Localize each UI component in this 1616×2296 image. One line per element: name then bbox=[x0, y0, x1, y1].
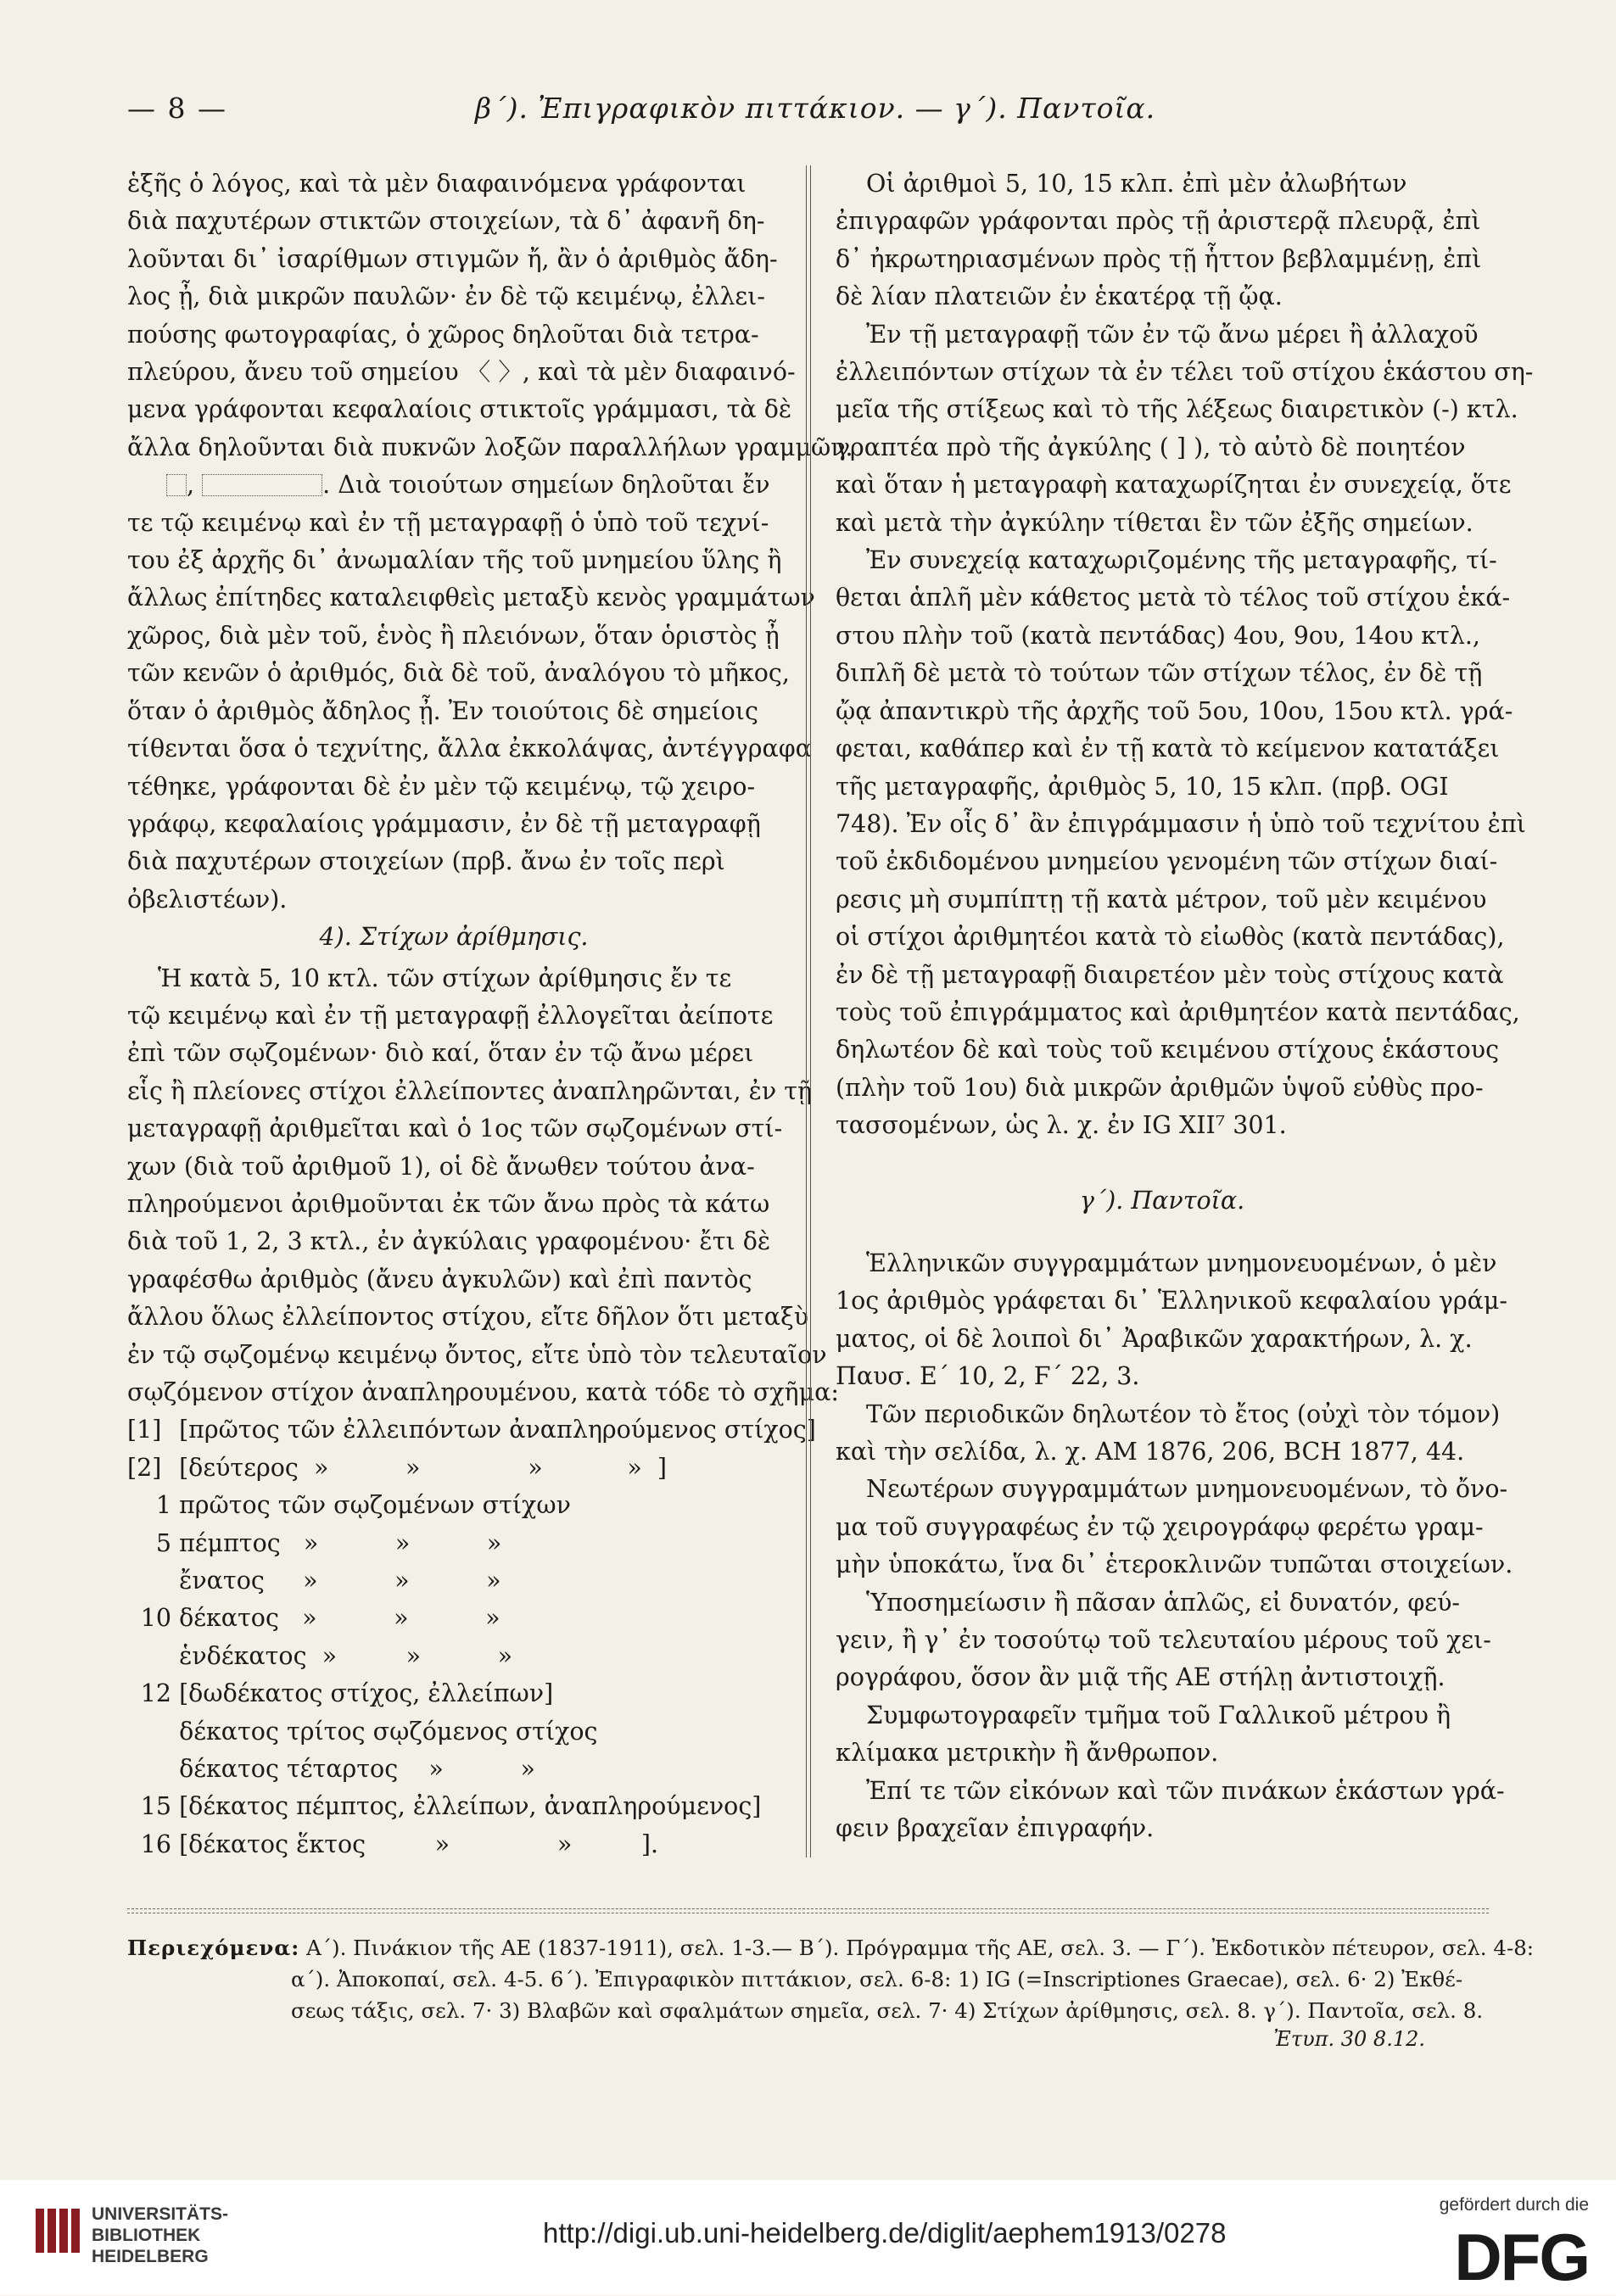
university-library-logo-icon bbox=[34, 2205, 81, 2256]
text-line: δηλωτέον δὲ καὶ τοὺς τοῦ κειμένου στίχους ἑκάστους bbox=[836, 1036, 1500, 1064]
text-line: 1ος ἀριθμὸς γράφεται δι᾽ Ἑλληνικοῦ κεφαλαίου γράμ- bbox=[836, 1287, 1508, 1316]
text-line: λοῦνται δι᾽ ἰσαρίθμων στιγμῶν ἤ, ἂν ὁ ἀριθμὸς ἄδη- bbox=[127, 244, 778, 273]
scheme-row: ἑνδέκατος » » » bbox=[179, 1641, 513, 1670]
text-line: οἱ στίχοι ἀριθμητέοι κατὰ τὸ εἰωθὸς (κατὰ πεντάδας), bbox=[836, 923, 1505, 952]
section-heading-4: 4). Στίχων ἀρίθμησις. bbox=[319, 923, 589, 952]
scheme-row: δέκατος τρίτος σῳζόμενος στίχος bbox=[179, 1717, 598, 1746]
funder-caption: gefördert durch die bbox=[1439, 2195, 1589, 2215]
scheme-row: 15 [δέκατος πέμπτος, ἐλλείπων, ἀναπληρούμενος] bbox=[140, 1792, 762, 1821]
text-line: ρεσις μὴ συμπίπτῃ τῇ κατὰ μέτρον, τοῦ μὲν κειμένου bbox=[836, 885, 1487, 913]
text-line: μενα γράφονται κεφαλαίοις στικτοῖς γράμμασι, τὰ δὲ bbox=[127, 395, 792, 424]
text-line: τίθενται ὅσα ὁ τεχνίτης, ἄλλα ἐκκολάψας, ἀντέγγραφα bbox=[127, 735, 812, 763]
text-line: ἄλλου ὅλως ἐλλείποντος στίχου, εἴτε δῆλον ὅτι μεταξὺ bbox=[127, 1303, 809, 1332]
text-line: φεται, καθάπερ καὶ ἐν τῇ κατὰ τὸ κείμενον κατατάξει bbox=[836, 735, 1500, 763]
text-line: γραπτέα πρὸ τῆς ἀγκύλης ( ] ), τὸ αὐτὸ δὲ ποιητέον bbox=[836, 433, 1466, 461]
text-line: καὶ τὴν σελίδα, λ. χ. ΑΜ 1876, 206, BCH 1877, 44. bbox=[836, 1438, 1465, 1466]
text-line: μεταγραφῇ ἀριθμεῖται καὶ ὁ 1ος τῶν σῳζομένων στί- bbox=[127, 1114, 783, 1143]
scheme-row: 5 πέμπτος » » » bbox=[155, 1528, 502, 1557]
right-para-4 bbox=[836, 1245, 1508, 1396]
text-line: εἷς ἢ πλείονες στίχοι ἐλλείποντες ἀναπληρῶνται, ἐν τῇ bbox=[127, 1076, 813, 1105]
numbering-scheme bbox=[127, 1411, 816, 1863]
text-line: λος ᾖ, διὰ μικρῶν παυλῶν· ἐν δὲ τῷ κειμένῳ, ἐλλει- bbox=[127, 282, 765, 311]
right-para-5 bbox=[836, 1396, 1501, 1472]
library-name: UNIVERSITÄTS- BIBLIOTHEK HEIDELBERG bbox=[92, 2204, 229, 2266]
text-line: Οἱ ἀριθμοὶ 5, 10, 15 κλπ. ἐπὶ μὲν ἀλωβήτων bbox=[866, 170, 1407, 198]
text-line: τῶν κενῶν ὁ ἀριθμός, διὰ δὲ τοῦ, ἀναλόγου τὸ μῆκος, bbox=[127, 659, 790, 688]
section-heading-gamma: γ΄). Παντοῖα. bbox=[1079, 1186, 1245, 1215]
left-para-1 bbox=[127, 165, 853, 466]
left-para-3 bbox=[127, 960, 839, 1412]
text-line: διὰ παχυτέρων στοιχείων (πρβ. ἄνω ἐν τοῖς περὶ bbox=[127, 847, 725, 876]
text-line: ματος, οἱ δὲ λοιποὶ δι᾽ Ἀραβικῶν χαρακτήρων, λ. χ. bbox=[836, 1324, 1473, 1353]
text-line: ἑξῆς ὁ λόγος, καὶ τὰ μὲν διαφαινόμενα γράφονται bbox=[127, 170, 746, 198]
text-line: διπλῆ δὲ μετὰ τὸ τούτων τῶν στίχων τέλος, ἐν δὲ τῇ bbox=[836, 659, 1483, 688]
text-line: ἐπιγραφῶν γράφονται πρὸς τῇ ἀριστερᾷ πλευρᾷ, ἐπὶ bbox=[836, 207, 1481, 236]
text-line: καὶ ὅταν ἡ μεταγραφὴ καταχωρίζηται ἐν συνεχείᾳ, ὅτε bbox=[836, 471, 1512, 500]
contents-line: σεως τάξις, σελ. 7· 3) Βλαβῶν καὶ σφαλμάτων σημεῖα, σελ. 7· 4) Στίχων ἀρίθμησις, σελ. 8. γ΄). Παντοῖα, σελ. 8. bbox=[291, 1998, 1484, 2023]
text-line: ὅταν ὁ ἀριθμὸς ἄδηλος ᾖ. Ἐν τοιούτοις δὲ σημείοις bbox=[127, 696, 758, 725]
gap-box-long-icon bbox=[202, 474, 322, 496]
text-line: ὀβελιστέων). bbox=[127, 885, 288, 913]
scheme-row: ἔνατος » » » bbox=[179, 1567, 501, 1595]
text-line: τασσομένων, ὡς λ. χ. ἐν IG XII⁷ 301. bbox=[836, 1111, 1287, 1140]
table-of-contents bbox=[127, 1932, 1535, 2026]
running-title: β΄). Ἐπιγραφικὸν πιττάκιον. — γ΄). Παντοῖα. bbox=[475, 92, 1156, 125]
separator: , bbox=[187, 471, 195, 500]
text-line: τοῦ ἐκδιδομένου μνημείου γενομένη τῶν στίχων διαί- bbox=[836, 847, 1498, 876]
text-line: Συμφωτογραφεῖν τμῆμα τοῦ Γαλλικοῦ μέτρου ἢ bbox=[866, 1701, 1451, 1729]
text-line: μεῖα τῆς στίξεως καὶ τὸ τῆς λέξεως διαιρετικὸν (-) κτλ. bbox=[836, 395, 1518, 424]
text-line: γειν, ἢ γ᾽ ἐν τοσούτῳ τοῦ τελευταίου μέρους τοῦ χει- bbox=[836, 1626, 1491, 1655]
text-line: ρογράφου, ὅσον ἂν μιᾷ τῆς ΑΕ στήλῃ ἀντιστοιχῇ. bbox=[836, 1663, 1445, 1692]
right-column bbox=[836, 165, 1534, 1847]
column-rule-right bbox=[810, 165, 811, 1857]
text-line: ἄλλως ἐπίτηδες καταλειφθεὶς μεταξὺ κενὸς γραμμάτων bbox=[127, 584, 815, 612]
scheme-row: 1 πρῶτος τῶν σῳζομένων στίχων bbox=[155, 1491, 571, 1520]
text-line: γράφῳ, κεφαλαίοις γράμμασιν, ἐν δὲ τῇ μεταγραφῇ bbox=[127, 809, 761, 838]
text-line: 748). Ἐν οἷς δ᾽ ἂν ἐπιγράμμασιν ἡ ὑπὸ τοῦ τεχνίτου ἐπὶ bbox=[836, 809, 1526, 838]
text-fragment: . Διὰ τοιούτων σημείων δηλοῦται ἔν bbox=[322, 471, 770, 500]
text-line: καὶ μετὰ τὴν ἀγκύλην τίθεται ἓν τῶν ἐξῆς σημείων. bbox=[836, 508, 1473, 537]
text-line: διὰ τοῦ 1, 2, 3 κτλ., ἐν ἀγκύλαις γραφομένου· ἔτι δὲ bbox=[127, 1227, 771, 1256]
text-line: Ἐν συνεχείᾳ καταχωριζομένης τῆς μεταγραφῆς, τί- bbox=[866, 546, 1497, 575]
text-line: τέθηκε, γράφονται δὲ ἐν μὲν τῷ κειμένῳ, τῷ χειρο- bbox=[127, 772, 756, 801]
text-line: μὴν ὑποκάτω, ἵνα δι᾽ ἑτεροκλινῶν τυπῶται στοιχείων. bbox=[836, 1550, 1513, 1579]
text-line: ἐλλειπόντων στίχων τὰ ἐν τέλει τοῦ στίχου ἑκάστου ση- bbox=[836, 358, 1534, 387]
permalink-url[interactable]: http://digi.ub.uni-heidelberg.de/diglit/aephem1913/0278 bbox=[543, 2217, 1227, 2249]
text-line: Ἑλληνικῶν συγγραμμάτων μνημονευομένων, ὁ μὲν bbox=[866, 1249, 1497, 1277]
text-line: τῆς μεταγραφῆς, ἀριθμὸς 5, 10, 15 κλπ. (πρβ. OGI bbox=[836, 772, 1449, 801]
text-line: τοὺς τοῦ ἐπιγράμματος καὶ ἀριθμητέον κατὰ πεντάδας, bbox=[836, 997, 1520, 1026]
column-rule-left bbox=[806, 165, 807, 1857]
scheme-row: 12 [δωδέκατος στίχος, ἐλλείπων] bbox=[140, 1679, 554, 1708]
page-number: — 8 — bbox=[127, 92, 227, 125]
dfg-logo: DFG bbox=[1454, 2220, 1589, 2294]
right-para-9 bbox=[836, 1773, 1505, 1848]
text-line: του ἐξ ἀρχῆς δι᾽ ἀνωμαλίαν τῆς τοῦ μνημείου ὕλης ἢ bbox=[127, 546, 782, 575]
text-line: ἐπὶ τῶν σῳζομένων· διὸ καί, ὅταν ἐν τῷ ἄνω μέρει bbox=[127, 1039, 754, 1068]
right-para-6 bbox=[836, 1471, 1513, 1584]
right-para-8 bbox=[836, 1697, 1489, 1773]
contents-line: Περιεχόμενα: Α΄). Πινάκιον τῆς ΑΕ (1837-1911), σελ. 1-3.— Β΄). Πρόγραμμα τῆς ΑΕ, σελ. 3. — Γ΄). Ἐκδοτικὸν πέτευρον, σελ. 4-8: bbox=[127, 1936, 1535, 1960]
text-line: ἐν δὲ τῇ μεταγραφῇ διαιρετέον μὲν τοὺς στίχους κατὰ bbox=[836, 960, 1504, 989]
right-para-3 bbox=[836, 542, 1526, 1145]
text-line: γραφέσθω ἀριθμὸς (ἄνευ ἀγκυλῶν) καὶ ἐπὶ παντὸς bbox=[127, 1265, 752, 1293]
scheme-row: [1] [πρῶτος τῶν ἐλλειπόντων ἀναπληρούμενος στίχος] bbox=[127, 1416, 816, 1444]
text-line: διὰ παχυτέρων στικτῶν στοιχείων, τὰ δ᾽ ἀφανῆ δη- bbox=[127, 207, 765, 236]
gap-box-short-icon bbox=[166, 474, 187, 496]
text-line: πλεύρου, ἄνευ τοῦ σημείου 〈 〉, καὶ τὰ μὲν διαφαινό- bbox=[127, 358, 796, 387]
contents-label: Περιεχόμενα: bbox=[127, 1936, 300, 1960]
text-line: μα τοῦ συγγραφέως ἐν τῷ χειρογράφῳ φερέτω γραμ- bbox=[836, 1512, 1484, 1541]
scheme-row: δέκατος τέταρτος » » bbox=[179, 1755, 535, 1784]
text-line: ἐν τῷ σῳζομένῳ κειμένῳ ὄντος, εἴτε ὑπὸ τὸν τελευταῖον bbox=[127, 1340, 827, 1369]
text-line: Παυσ. Ε΄ 10, 2, Ϝ΄ 22, 3. bbox=[836, 1362, 1140, 1391]
text-line: τε τῷ κειμένῳ καὶ ἐν τῇ μεταγραφῇ ὁ ὑπὸ τοῦ τεχνί- bbox=[127, 508, 769, 537]
right-para-2 bbox=[836, 316, 1534, 542]
text-line: τῷ κειμένῳ καὶ ἐν τῇ μεταγραφῇ ἐλλογεῖται ἀείποτε bbox=[127, 1001, 774, 1030]
text-line: ᾤᾳ ἀπαντικρὺ τῆς ἀρχῆς τοῦ 5ου, 10ου, 15ου κτλ. γρά- bbox=[836, 696, 1513, 725]
right-para-7 bbox=[836, 1584, 1489, 1697]
text-line: Ἡ κατὰ 5, 10 κτλ. τῶν στίχων ἀρίθμησις ἔν τε bbox=[158, 964, 732, 992]
contents-line: α΄). Ἀποκοπαί, σελ. 4-5. 6΄). Ἐπιγραφικὸν πιττάκιον, σελ. 6-8: 1) IG (=Inscriptiones Graecae), σελ. 6· 2) Ἐκθέ- bbox=[291, 1967, 1463, 1992]
left-column bbox=[127, 165, 853, 1863]
text-line bbox=[127, 466, 780, 504]
text-line: φειν βραχεῖαν ἐπιγραφήν. bbox=[836, 1814, 1155, 1843]
scheme-row: 16 [δέκατος ἕκτος » » ]. bbox=[140, 1830, 659, 1858]
text-line: δ᾽ ἠκρωτηριασμένων πρὸς τῇ ἧττον βεβλαμμένῃ, ἐπὶ bbox=[836, 244, 1482, 273]
text-line: θεται ἁπλῆ μὲν κάθετος μετὰ τὸ τέλος τοῦ στίχου ἑκά- bbox=[836, 584, 1511, 612]
text-line: (πλὴν τοῦ 1ου) διὰ μικρῶν ἀριθμῶν ὑψοῦ εὐθὺς προ- bbox=[836, 1073, 1484, 1102]
print-date: Ἐτυπ. 30 8.12. bbox=[1273, 2027, 1425, 2051]
text-line: Ἐν τῇ μεταγραφῇ τῶν ἐν τῷ ἄνω μέρει ἢ ἀλλαχοῦ bbox=[866, 320, 1479, 349]
text-line: πληρούμενοι ἀριθμοῦνται ἐκ τῶν ἄνω πρὸς τὰ κάτω bbox=[127, 1189, 770, 1218]
text-line: Ὑποσημείωσιν ἢ πᾶσαν ἁπλῶς, εἰ δυνατόν, φεύ- bbox=[866, 1588, 1461, 1617]
text-line: Νεωτέρων συγγραμμάτων μνημονευομένων, τὸ ὄνο- bbox=[866, 1475, 1508, 1504]
left-para-2 bbox=[127, 466, 815, 919]
text-line: Τῶν περιοδικῶν δηλωτέον τὸ ἔτος (οὐχὶ τὸν τόμον) bbox=[866, 1399, 1501, 1428]
scheme-row: [2] [δεύτερος » » » » ] bbox=[127, 1453, 668, 1482]
right-para-1 bbox=[836, 165, 1489, 316]
text-line: στου πλὴν τοῦ (κατὰ πεντάδας) 4ου, 9ου, 14ου κτλ., bbox=[836, 621, 1480, 650]
text-line: χῶρος, διὰ μὲν τοῦ, ἑνὸς ἢ πλειόνων, ὅταν ὁριστὸς ᾖ bbox=[127, 621, 780, 650]
text-line: σῳζόμενον στίχον ἀναπληρουμένου, κατὰ τόδε τὸ σχῆμα: bbox=[127, 1378, 839, 1406]
scheme-row: 10 δέκατος » » » bbox=[140, 1604, 500, 1633]
text-line: χων (διὰ τοῦ ἀριθμοῦ 1), οἱ δὲ ἄνωθεν τούτου ἀνα- bbox=[127, 1152, 755, 1181]
contents-rule-top bbox=[127, 1908, 1489, 1909]
text-line: Ἐπί τε τῶν εἰκόνων καὶ τῶν πινάκων ἑκάστων γρά- bbox=[866, 1776, 1505, 1805]
text-line: ἄλλα δηλοῦνται διὰ πυκνῶν λοξῶν παραλλήλων γραμμῶν. bbox=[127, 433, 853, 461]
digitization-footer bbox=[0, 2180, 1616, 2295]
text-line: πούσης φωτογραφίας, ὁ χῶρος δηλοῦται διὰ τετρα- bbox=[127, 320, 759, 349]
text-line: κλίμακα μετρικὴν ἢ ἄνθρωπον. bbox=[836, 1739, 1219, 1768]
text-line: δὲ λίαν πλατειῶν ἐν ἑκατέρᾳ τῇ ᾤᾳ. bbox=[836, 282, 1283, 311]
